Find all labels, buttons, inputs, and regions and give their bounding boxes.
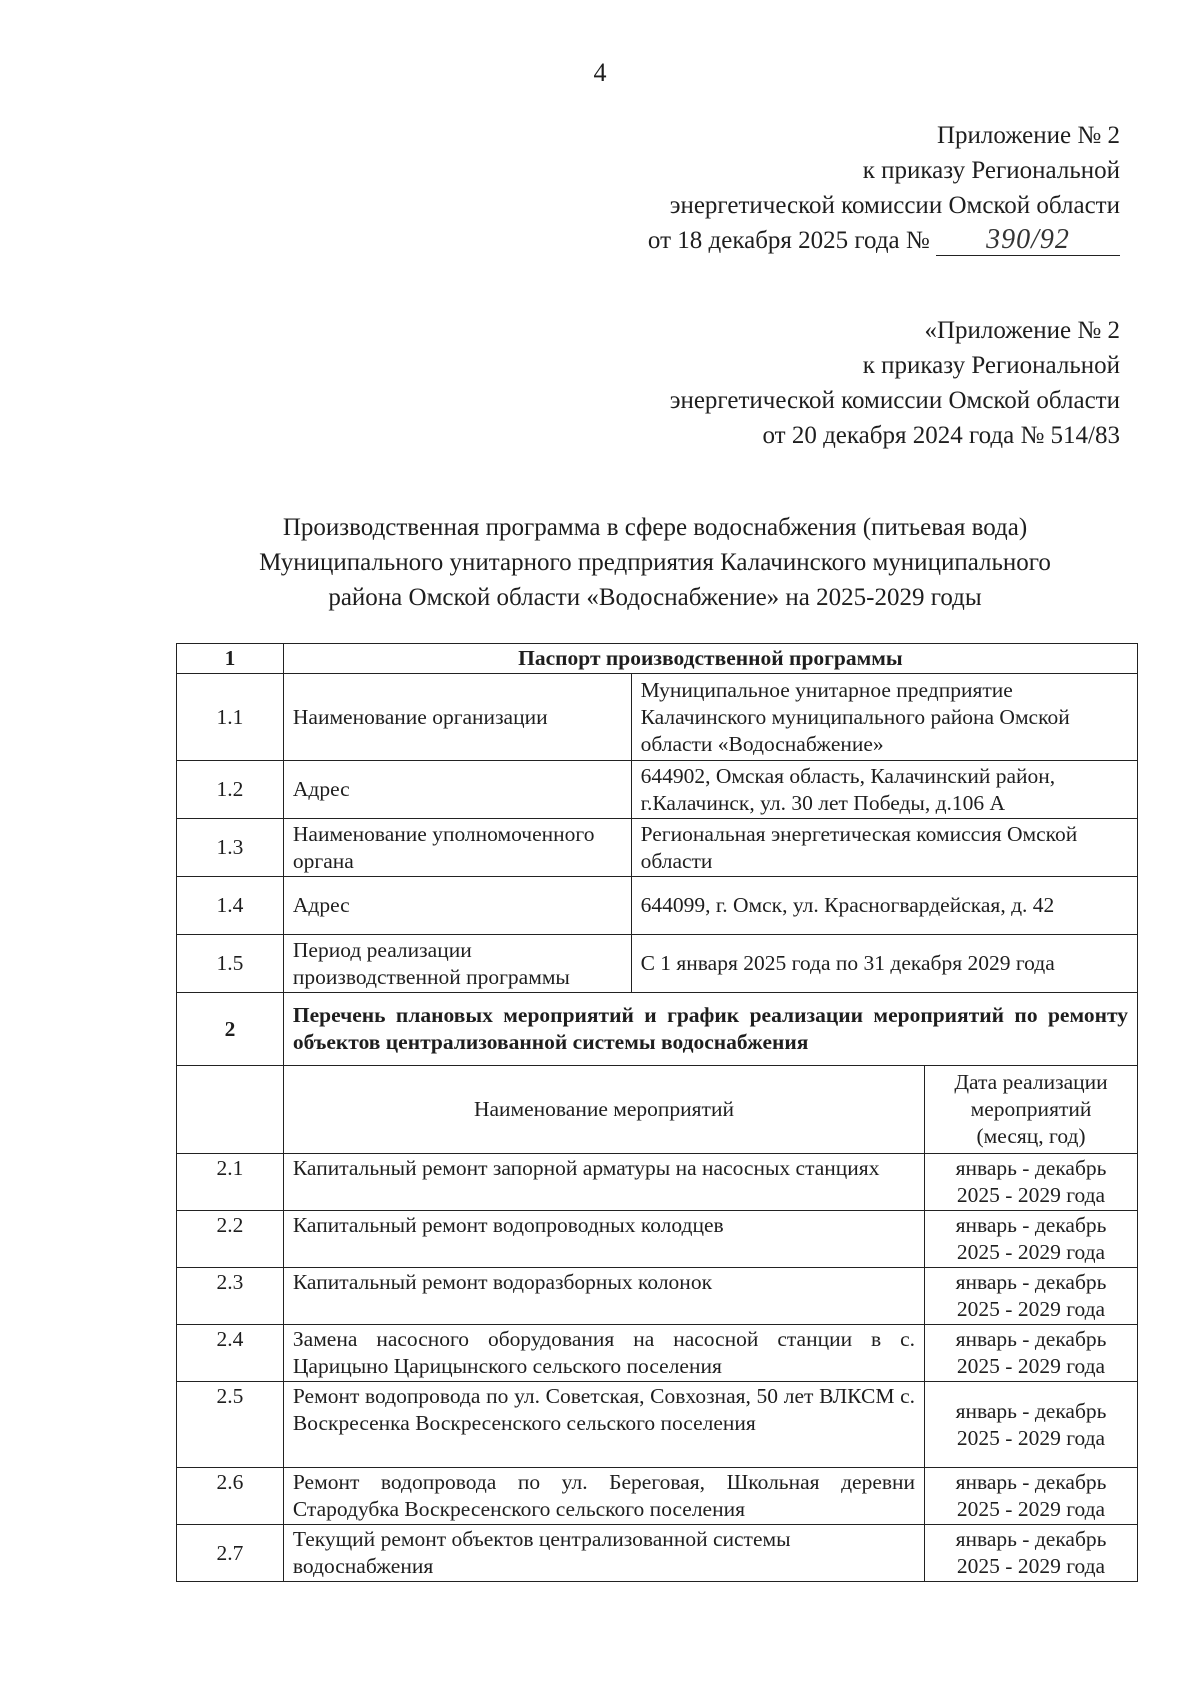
row-number: 2.7 <box>177 1525 284 1582</box>
row-name: Ремонт водопровода по ул. Советская, Совхозная, 50 лет ВЛКСМ с. Воскресенка Воскресенского сельского поселения <box>283 1382 924 1468</box>
row-value: Региональная энергетическая комиссия Омской области <box>631 819 1137 877</box>
row-number: 1.3 <box>177 819 284 877</box>
table-row <box>177 1382 1138 1468</box>
program-table <box>176 643 1138 1582</box>
appendix-previous-line3: энергетической комиссии Омской области <box>669 387 1120 414</box>
table-row <box>177 674 1138 761</box>
document-title <box>120 510 1190 615</box>
row-name: Замена насосного оборудования на насосной станции в с. Царицыно Царицынского сельского поселения <box>283 1325 924 1382</box>
row-number: 2.4 <box>177 1325 284 1382</box>
row-name: Ремонт водопровода по ул. Береговая, Школьная деревни Стародубка Воскресенского сельского поселения <box>283 1468 924 1525</box>
column-header-date-line3: (месяц, год) <box>976 1124 1086 1148</box>
decree-number-field <box>936 225 1120 256</box>
row-date-months: январь - декабрь <box>955 1327 1107 1351</box>
appendix-previous <box>670 313 1120 453</box>
row-name: Капитальный ремонт запорной арматуры на насосных станциях <box>283 1154 924 1211</box>
table-row <box>177 1525 1138 1582</box>
page-number: 4 <box>593 58 607 87</box>
row-date-months: январь - декабрь <box>955 1527 1107 1551</box>
appendix-current-line1: Приложение № 2 <box>936 122 1120 149</box>
row-date-years: 2025 - 2029 года <box>956 1554 1106 1578</box>
section2-number: 2 <box>177 993 284 1066</box>
row-number: 1.4 <box>177 877 284 935</box>
table-row <box>177 877 1138 935</box>
decree-number-handwritten: 390/92 <box>986 224 1070 255</box>
row-date <box>925 1382 1138 1468</box>
row-date <box>925 1211 1138 1268</box>
column-header-date <box>925 1066 1138 1154</box>
row-date <box>925 1468 1138 1525</box>
table-row <box>177 1268 1138 1325</box>
document-title-line3: района Омской области «Водоснабжение» на 2025-2029 годы <box>328 584 982 611</box>
row-date <box>925 1325 1138 1382</box>
section2-column-header-row <box>177 1066 1138 1154</box>
row-date-years: 2025 - 2029 года <box>956 1497 1106 1521</box>
row-label: Адрес <box>283 761 631 819</box>
column-header-name: Наименование мероприятий <box>283 1066 924 1154</box>
row-number: 2.2 <box>177 1211 284 1268</box>
row-date <box>925 1268 1138 1325</box>
section1-header-row <box>177 644 1138 674</box>
appendix-current-line3: энергетической комиссии Омской области <box>669 192 1120 219</box>
row-value: С 1 января 2025 года по 31 декабря 2029 года <box>631 935 1137 993</box>
column-header-date-line1: Дата реализации <box>954 1070 1108 1094</box>
row-number: 2.6 <box>177 1468 284 1525</box>
row-date-years: 2025 - 2029 года <box>956 1425 1106 1450</box>
appendix-previous-line4: от 20 декабря 2024 года № 514/83 <box>762 422 1120 449</box>
table-row <box>177 1211 1138 1268</box>
table-row <box>177 1468 1138 1525</box>
appendix-previous-line2: к приказу Региональной <box>862 352 1120 379</box>
row-name: Капитальный ремонт водопроводных колодцев <box>283 1211 924 1268</box>
row-label: Наименование уполномоченного органа <box>283 819 631 877</box>
row-number: 2.3 <box>177 1268 284 1325</box>
section1-number: 1 <box>177 644 284 674</box>
row-value: 644902, Омская область, Калачинский район, г.Калачинск, ул. 30 лет Победы, д.106 А <box>631 761 1137 819</box>
row-number: 1.1 <box>177 674 284 761</box>
row-date <box>925 1154 1138 1211</box>
row-number: 1.2 <box>177 761 284 819</box>
table-row <box>177 935 1138 993</box>
column-header-date-line2: мероприятий <box>970 1097 1092 1121</box>
row-value: Муниципальное унитарное предприятие Калачинского муниципального района Омской области «Водоснабжение» <box>631 674 1137 761</box>
row-date-months: январь - декабрь <box>955 1398 1107 1423</box>
table-row <box>177 819 1138 877</box>
section2-header-row <box>177 993 1138 1066</box>
section1-title: Паспорт производственной программы <box>283 644 1137 674</box>
table-row <box>177 761 1138 819</box>
row-date-months: январь - декабрь <box>955 1470 1107 1494</box>
table-row <box>177 1325 1138 1382</box>
row-date-years: 2025 - 2029 года <box>956 1240 1106 1264</box>
row-date-months: январь - декабрь <box>955 1270 1107 1294</box>
document-title-line1: Производственная программа в сфере водоснабжения (питьевая вода) <box>282 514 1028 541</box>
row-name: Текущий ремонт объектов централизованной системы водоснабжения <box>283 1525 924 1582</box>
row-date-years: 2025 - 2029 года <box>956 1354 1106 1378</box>
appendix-current-line4 <box>648 223 1120 258</box>
table-row <box>177 1154 1138 1211</box>
appendix-previous-line1: «Приложение № 2 <box>924 317 1120 344</box>
section2-title: Перечень плановых мероприятий и график реализации мероприятий по ремонту объектов централизованной системы водоснабжения <box>283 993 1137 1066</box>
row-date-months: январь - декабрь <box>955 1213 1107 1237</box>
appendix-current-date: от 18 декабря 2025 года № <box>647 227 930 254</box>
row-label: Адрес <box>283 877 631 935</box>
appendix-current <box>648 118 1120 258</box>
row-date <box>925 1525 1138 1582</box>
row-date-years: 2025 - 2029 года <box>956 1297 1106 1321</box>
row-name: Капитальный ремонт водоразборных колонок <box>283 1268 924 1325</box>
appendix-current-line2: к приказу Региональной <box>862 157 1120 184</box>
document-title-line2: Муниципального унитарного предприятия Калачинского муниципального <box>259 549 1051 576</box>
row-number: 2.5 <box>177 1382 284 1468</box>
row-label: Наименование организации <box>283 674 631 761</box>
row-label: Период реализации производственной программы <box>283 935 631 993</box>
row-number: 2.1 <box>177 1154 284 1211</box>
row-date-years: 2025 - 2029 года <box>956 1183 1106 1207</box>
row-date-months: январь - декабрь <box>955 1156 1107 1180</box>
empty-cell <box>177 1066 284 1154</box>
row-number: 1.5 <box>177 935 284 993</box>
row-value: 644099, г. Омск, ул. Красногвардейская, д. 42 <box>631 877 1137 935</box>
